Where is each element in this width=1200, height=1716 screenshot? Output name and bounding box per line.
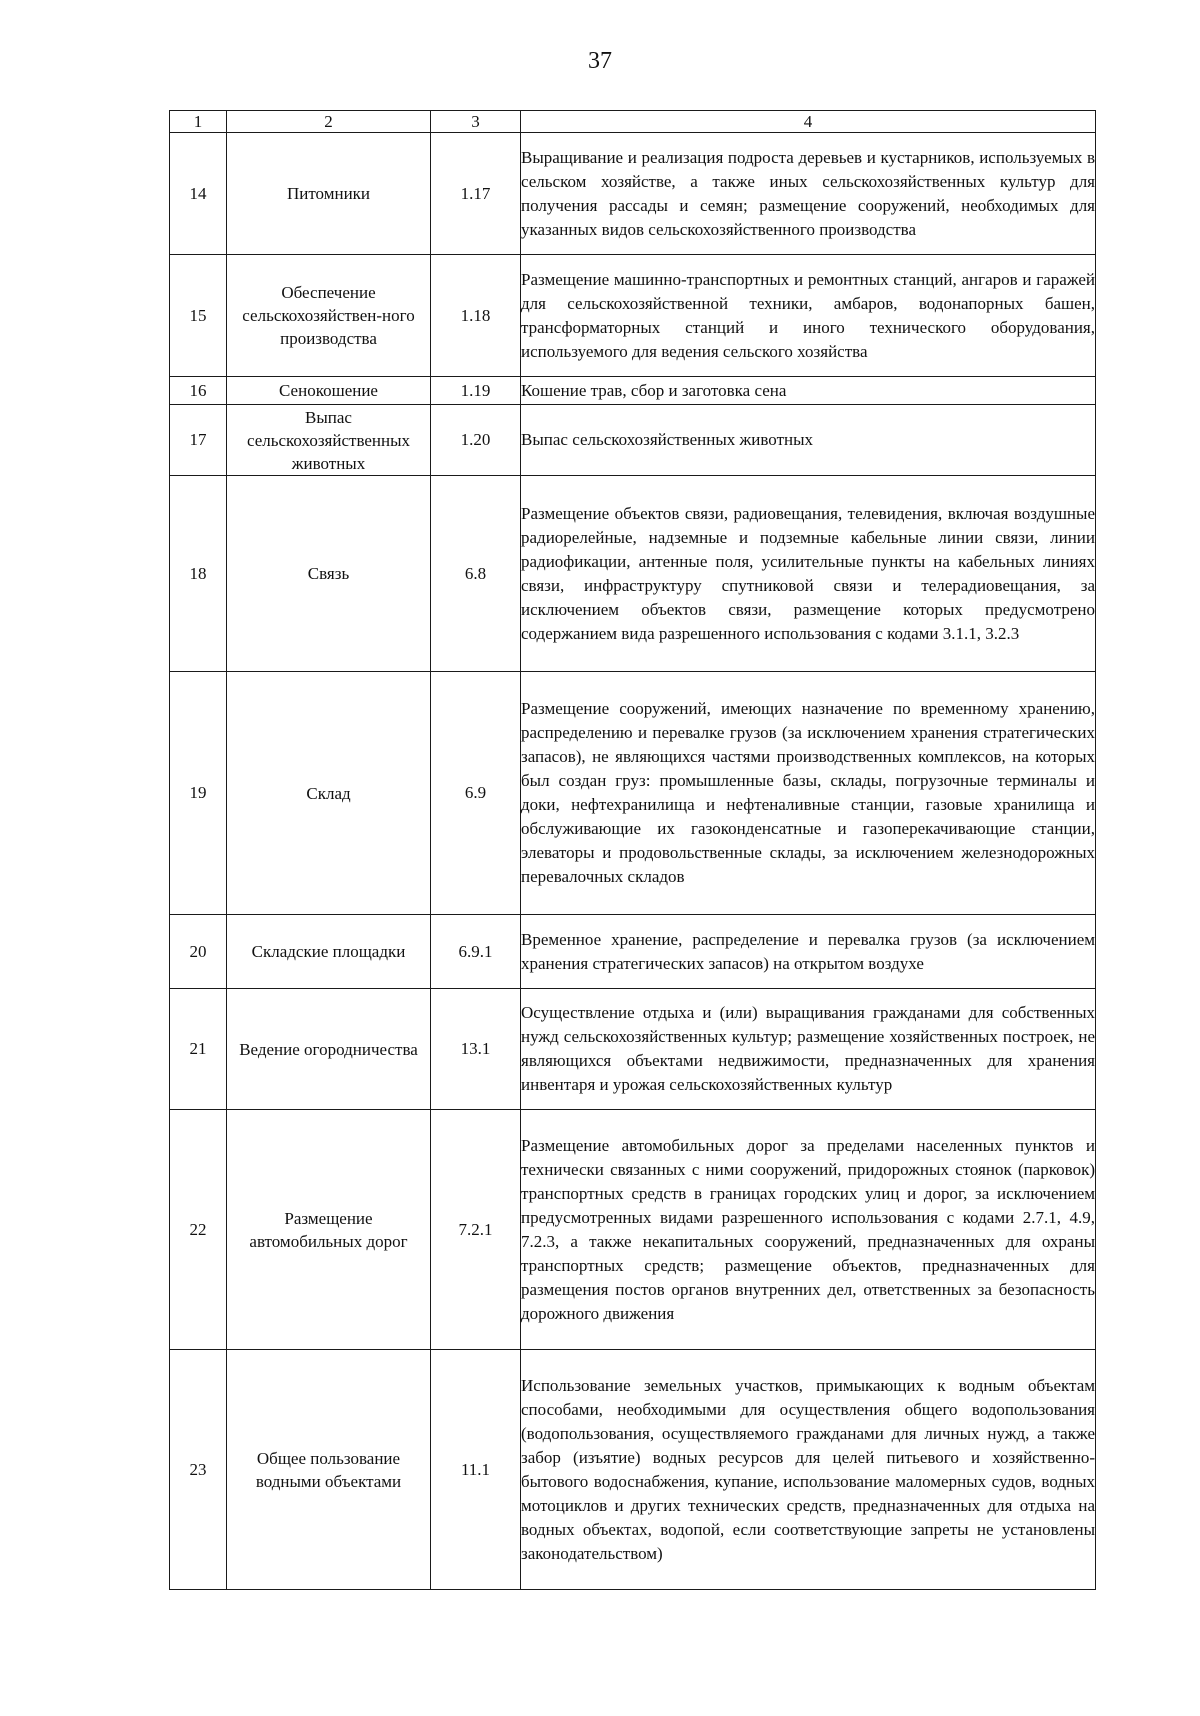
use-type-name: Размещение автомобильных дорог (227, 1110, 431, 1350)
use-type-code: 1.20 (431, 405, 521, 476)
table-row (170, 1110, 1096, 1350)
row-number: 22 (170, 1110, 227, 1350)
use-type-description: Временное хранение, распределение и перевалка грузов (за исключением хранения стратегических запасов) на открытом воздухе (521, 915, 1096, 989)
use-type-description: Выращивание и реализация подроста деревьев и кустарников, используемых в сельском хозяйстве, а также иных сельскохозяйственных культур для получения рассады и семян; размещение сооружений, необходимых для указанных видов сельскохозяйственного производства (521, 133, 1096, 255)
use-type-description: Размещение объектов связи, радиовещания, телевидения, включая воздушные радиорелейные, надземные и подземные кабельные линии связи, линии радиофикации, антенные поля, усилительные пункты на кабельных линиях связи, инфраструктуру спутниковой связи и телерадиовещания, за исключением объектов связи, размещение которых предусмотрено содержанием вида разрешенного использования с кодами 3.1.1, 3.2.3 (521, 476, 1096, 672)
use-type-name: Питомники (227, 133, 431, 255)
use-type-description: Осуществление отдыха и (или) выращивания гражданами для собственных нужд сельскохозяйственных культур; размещение хозяйственных построек, не являющихся объектами недвижимости, предназначенных для хранения инвентаря и урожая сельскохозяйственных культур (521, 989, 1096, 1110)
use-type-name: Обеспечение сельскохозяйствен-ного производства (227, 255, 431, 377)
table-row (170, 405, 1096, 476)
table-row (170, 1350, 1096, 1590)
use-type-description: Кошение трав, сбор и заготовка сена (521, 377, 1096, 405)
table-row (170, 133, 1096, 255)
use-type-name: Выпас сельскохозяйственных животных (227, 405, 431, 476)
use-type-code: 6.9.1 (431, 915, 521, 989)
table-row (170, 989, 1096, 1110)
header-col-1: 1 (170, 111, 227, 133)
use-type-description: Размещение автомобильных дорог за пределами населенных пунктов и технически связанных с ними сооружений, придорожных стоянок (парковок) транспортных средств в границах городских улиц и дорог, за исключением предусмотренных видами разрешенного использования с кодами 2.7.1, 4.9, 7.2.3, а также некапитальных сооружений, предназначенных для охраны транспортных средств; размещение объектов, предназначенных для размещения постов органов внутренних дел, ответственных за безопасность дорожного движения (521, 1110, 1096, 1350)
page-number: 37 (588, 48, 612, 74)
use-type-name: Связь (227, 476, 431, 672)
use-type-name: Общее пользование водными объектами (227, 1350, 431, 1590)
row-number: 15 (170, 255, 227, 377)
table-row (170, 915, 1096, 989)
row-number: 14 (170, 133, 227, 255)
row-number: 18 (170, 476, 227, 672)
land-use-table (169, 110, 1096, 1590)
table-row (170, 255, 1096, 377)
table-row (170, 476, 1096, 672)
use-type-code: 1.17 (431, 133, 521, 255)
row-number: 19 (170, 672, 227, 915)
use-type-description: Размещение сооружений, имеющих назначение по временному хранению, распределению и перевалке грузов (за исключением хранения стратегических запасов), не являющихся частями производственных комплексов, на которых был создан груз: промышленные базы, склады, погрузочные терминалы и доки, нефтехранилища и нефтеналивные станции, газовые хранилища и обслуживающие их газоконденсатные и газоперекачивающие станции, элеваторы и продовольственные склады, за исключением железнодорожных перевалочных складов (521, 672, 1096, 915)
header-col-2: 2 (227, 111, 431, 133)
use-type-code: 6.8 (431, 476, 521, 672)
row-number: 16 (170, 377, 227, 405)
use-type-code: 11.1 (431, 1350, 521, 1590)
row-number: 23 (170, 1350, 227, 1590)
table-header-row (170, 111, 1096, 133)
use-type-description: Размещение машинно-транспортных и ремонтных станций, ангаров и гаражей для сельскохозяйственной техники, амбаров, водонапорных башен, трансформаторных станций и иного технического оборудования, используемого для ведения сельского хозяйства (521, 255, 1096, 377)
use-type-name: Склад (227, 672, 431, 915)
use-type-code: 6.9 (431, 672, 521, 915)
use-type-code: 7.2.1 (431, 1110, 521, 1350)
table-row (170, 672, 1096, 915)
use-type-name: Складские площадки (227, 915, 431, 989)
row-number: 20 (170, 915, 227, 989)
row-number: 21 (170, 989, 227, 1110)
use-type-name: Ведение огородничества (227, 989, 431, 1110)
header-col-3: 3 (431, 111, 521, 133)
use-type-name: Сенокошение (227, 377, 431, 405)
use-type-code: 13.1 (431, 989, 521, 1110)
header-col-4: 4 (521, 111, 1096, 133)
row-number: 17 (170, 405, 227, 476)
use-type-description: Использование земельных участков, примыкающих к водным объектам способами, необходимыми для осуществления общего водопользования (водопользования, осуществляемого гражданами для личных нужд, а также забор (изъятие) водных ресурсов для целей питьевого и хозяйственно-бытового водоснабжения, купание, использование маломерных судов, водных мотоциклов и других технических средств, предназначенных для отдыха на водных объектах, водопой, если соответствующие запреты не установлены законодательством) (521, 1350, 1096, 1590)
table-row (170, 377, 1096, 405)
use-type-code: 1.18 (431, 255, 521, 377)
use-type-code: 1.19 (431, 377, 521, 405)
use-type-description: Выпас сельскохозяйственных животных (521, 405, 1096, 476)
